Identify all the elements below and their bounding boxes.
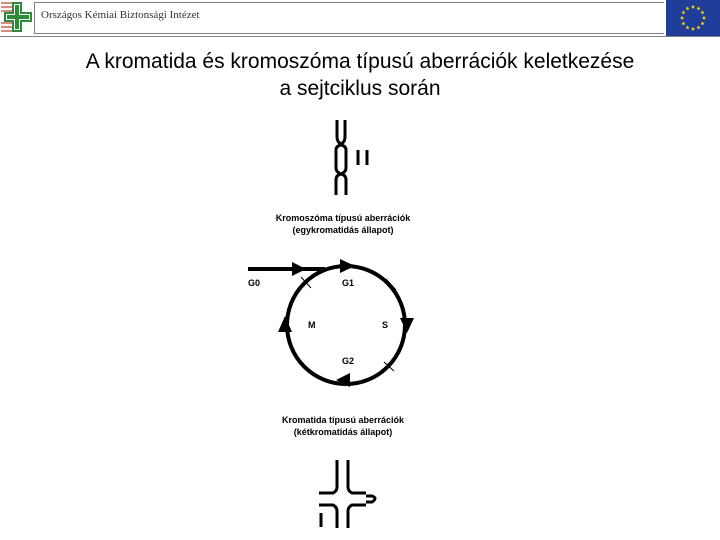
chromatid-aberration-caption-line-2: (kétkromatidás állapot): [293, 427, 393, 437]
chromosome-aberration-caption-line-1: Kromoszóma típusú aberrációk: [275, 213, 411, 223]
g0-entry-arrowhead: [292, 262, 306, 276]
single-chromatid-chromosome-illustration: [336, 120, 367, 195]
phase-label-s: S: [382, 320, 389, 330]
chromatid-aberration-caption-line-1: Kromatida típusú aberrációk: [281, 415, 405, 425]
ring-arrow-m: [278, 316, 292, 332]
phase-label-g2: G2: [342, 356, 355, 366]
chromosome-aberration-caption-line-2: (egykromatidás állapot): [292, 225, 394, 235]
phase-label-g0: G0: [248, 278, 261, 288]
phase-label-g1: G1: [342, 278, 355, 288]
institute-name: Országos Kémiai Biztonsági Intézet: [41, 9, 200, 21]
slide-title-line-1: A kromatida és kromoszóma típusú aberrációk keletkezése: [85, 50, 635, 73]
slide-title-line-2: a sejtciklus során: [279, 77, 441, 100]
phase-label-m: M: [308, 320, 316, 330]
ring-arrow-g1: [340, 259, 355, 273]
two-chromatid-chromosome-illustration: [319, 460, 375, 528]
ring-arrow-s: [400, 318, 414, 333]
